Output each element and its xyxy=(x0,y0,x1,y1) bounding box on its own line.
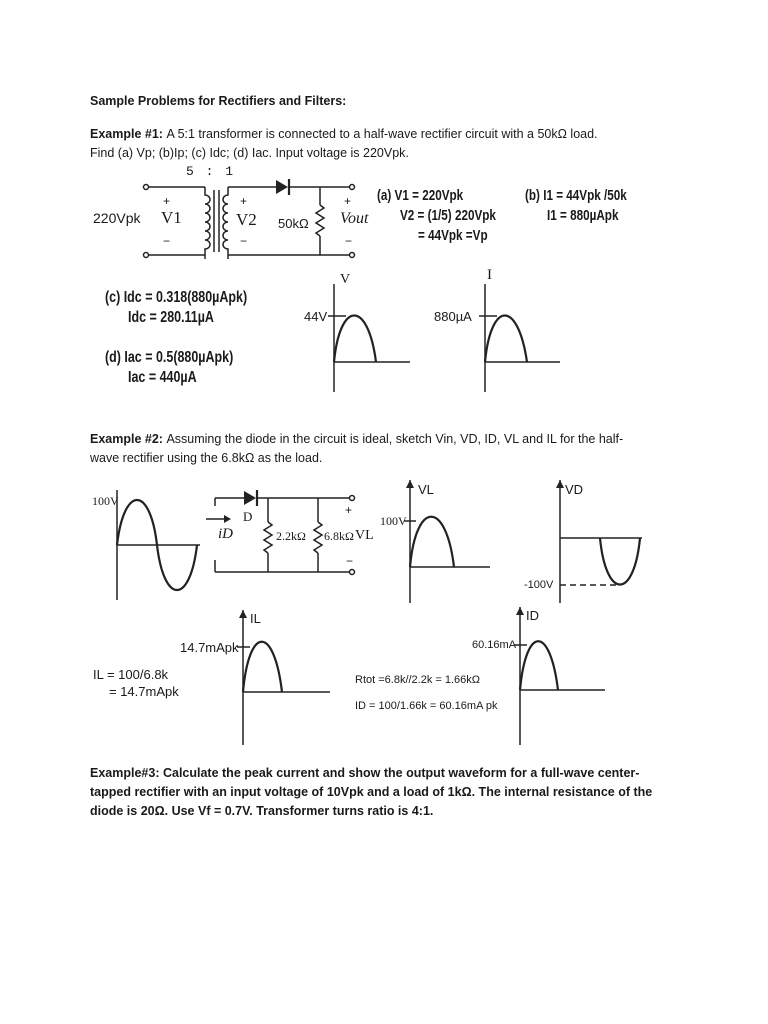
vl-plus: + xyxy=(345,503,353,517)
example1-text-line1: A 5:1 transformer is connected to a half-wave rectifier circuit with a 50kΩ load. xyxy=(166,127,598,141)
solution-c-line2: Idc = 280.11µA xyxy=(128,309,214,326)
solution-a-line1: (a) V1 = 220Vpk xyxy=(377,187,464,204)
example2-heading: Example #2: xyxy=(90,432,163,446)
graph-vl-peak-label: 100V xyxy=(380,514,407,528)
graph-vl-axis-label: VL xyxy=(418,482,434,497)
graph-id-axis-label: ID xyxy=(526,608,539,623)
example3-text-line1: Calculate the peak current and show the output waveform for a full-wave center- xyxy=(162,766,640,780)
graph1-peak-label: 44V xyxy=(304,309,328,324)
input-amplitude-label: 100V xyxy=(92,494,119,508)
load-resistor-label: 50kΩ xyxy=(278,216,309,231)
solution-d-line1: (d) Iac = 0.5(880µApk) xyxy=(105,349,234,366)
v1-label: V1 xyxy=(161,208,182,227)
example1-heading: Example #1: xyxy=(90,127,163,141)
vl-label: VL xyxy=(355,528,374,543)
graph-vd-axis-label: VD xyxy=(565,482,584,497)
vout-plus: + xyxy=(344,194,352,208)
v2-label: V2 xyxy=(236,210,257,229)
solution-a-line3: = 44Vpk =Vp xyxy=(418,227,488,244)
vout-minus: − xyxy=(345,234,353,248)
solution-a-line2: V2 = (1/5) 220Vpk xyxy=(400,207,496,224)
input-voltage-label: 220Vpk xyxy=(93,210,141,226)
example3-text-line2: tapped rectifier with an input voltage of 10Vpk and a load of 1kΩ. The internal resistance of the xyxy=(90,785,653,799)
example3-text-line3: diode is 20Ω. Use Vf = 0.7V. Transformer turns ratio is 4:1. xyxy=(90,804,434,818)
v2-minus: − xyxy=(240,234,248,248)
diode-label: D xyxy=(243,509,253,524)
vout-label: Vout xyxy=(340,210,369,227)
graph1-axis-label: V xyxy=(340,272,351,287)
il-equation-line1: IL = 100/6.8k xyxy=(93,667,169,682)
vl-minus: − xyxy=(346,554,354,568)
graph-vd-peak-label: -100V xyxy=(524,579,554,591)
example3-prompt xyxy=(90,764,730,821)
example1-text-line2: Find (a) Vp; (b)Ip; (c) Idc; (d) Iac. Input voltage is 220Vpk. xyxy=(90,146,409,160)
solution-b-line1: (b) I1 = 44Vpk /50k xyxy=(525,187,627,204)
id-equation: ID = 100/1.66k = 60.16mA pk xyxy=(355,700,498,712)
rtot-equation: Rtot =6.8k//2.2k = 1.66kΩ xyxy=(355,674,481,686)
transformer-ratio: 5 : 1 xyxy=(186,164,236,179)
current-id-label: iD xyxy=(218,526,233,542)
example2-text-line2: wave rectifier using the 6.8kΩ as the load. xyxy=(90,451,323,465)
solution-c-line1: (c) Idc = 0.318(880µApk) xyxy=(105,289,248,306)
v2-plus: + xyxy=(240,194,248,208)
solution-b-line2: I1 = 880µApk xyxy=(547,207,619,224)
resistor-2-2k-label: 2.2kΩ xyxy=(276,529,306,543)
graph-il-axis-label: IL xyxy=(250,611,261,626)
il-equation-line2: = 14.7mApk xyxy=(109,684,179,699)
graph2-peak-label: 880µA xyxy=(434,309,472,324)
graph-il-peak-label: 14.7mApk xyxy=(180,640,239,655)
graph-id-peak-label: 60.16mA xyxy=(472,639,517,651)
graph2-axis-label: I xyxy=(487,267,492,283)
resistor-6-8k-label: 6.8kΩ xyxy=(324,529,354,543)
page-title: Sample Problems for Rectifiers and Filters: xyxy=(90,94,347,108)
example2-text-line1: Assuming the diode in the circuit is ideal, sketch Vin, VD, ID, VL and IL for the half- xyxy=(166,432,624,446)
v1-minus: − xyxy=(163,234,171,248)
example3-heading: Example#3: xyxy=(90,766,160,780)
v1-plus: + xyxy=(163,194,171,208)
solution-d-line2: Iac = 440µA xyxy=(128,369,197,386)
